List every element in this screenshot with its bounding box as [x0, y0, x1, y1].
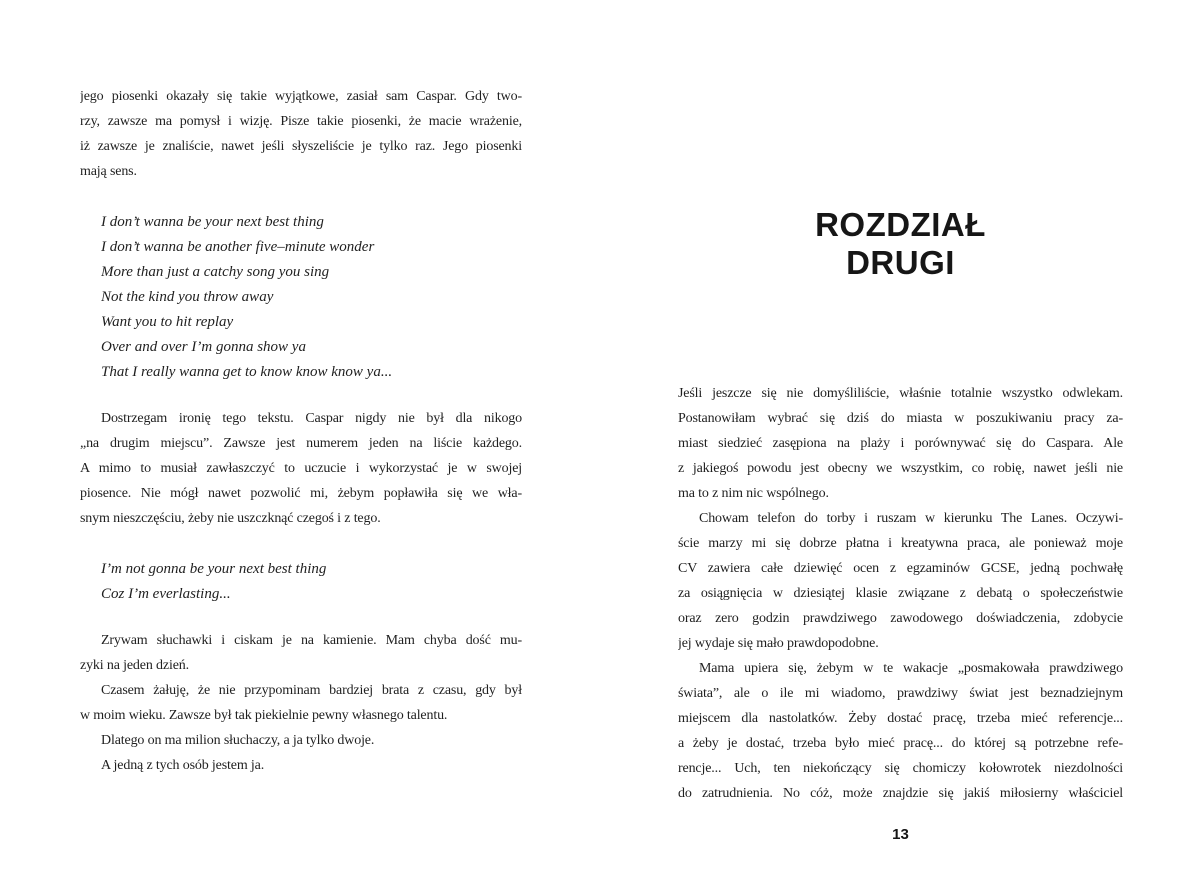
text-line: za osiągnięcia w dziesiątej klasie związane z debatą o społeczeństwie — [678, 586, 1123, 601]
text-line: Zrywam słuchawki i ciskam je na kamienie. Mam chyba dość mu- — [101, 633, 522, 648]
text-line: jej wydaje się mało prawdopodobne. — [678, 636, 879, 651]
body-paragraph — [80, 753, 522, 778]
chapter-heading-line-2: DRUGI — [846, 244, 955, 281]
body-paragraph — [80, 628, 522, 678]
text-line: More than just a catchy song you sing — [101, 264, 330, 280]
lyrics-block — [101, 210, 522, 385]
text-line: Mama upiera się, żebym w te wakacje „posmakowała prawdziwego — [699, 661, 1123, 676]
text-line: A jedną z tych osób jestem ja. — [101, 758, 265, 773]
body-paragraph — [80, 84, 522, 184]
text-line: do zatrudnienia. No cóż, może znajdzie się jakiś miłosierny właściciel — [678, 786, 1123, 801]
text-line: Not the kind you throw away — [101, 289, 274, 305]
text-line: miejscem dla nastolatków. Żeby dostać pracę, trzeba mieć referencje... — [678, 711, 1123, 726]
body-paragraph — [678, 506, 1123, 656]
chapter-heading-line-1: ROZDZIAŁ — [815, 206, 986, 243]
text-line: I don’t wanna be your next best thing — [101, 214, 324, 230]
text-line: z jakiegoś powodu jest obecny we wszystkim, co robię, nawet jeśli nie — [678, 461, 1123, 476]
text-line: CV zawiera całe dziewięć ocen z egzaminów GCSE, jedną pochwałę — [678, 561, 1123, 576]
right-page-text-column — [678, 381, 1123, 806]
text-line: That I really wanna get to know know know ya... — [101, 364, 393, 380]
lyrics-block — [101, 557, 522, 607]
text-line: mają sens. — [80, 164, 137, 179]
body-paragraph — [80, 406, 522, 531]
text-line: Czasem żałuję, że nie przypominam bardziej brata z czasu, gdy był — [101, 683, 522, 698]
text-line: I’m not gonna be your next best thing — [101, 561, 327, 577]
chapter-heading — [678, 206, 1123, 282]
text-line: Chowam telefon do torby i ruszam w kierunku The Lanes. Oczywi- — [699, 511, 1123, 526]
text-line: piosence. Nie mógł nawet pozwolić mi, żebym popławiła się we wła- — [80, 486, 522, 501]
text-line: A mimo to musiał zawłaszczyć to uczucie i wykorzystać je w swojej — [80, 461, 522, 476]
text-line: a żeby je dostać, trzeba było mieć pracę... do której są potrzebne refe- — [678, 736, 1123, 751]
text-line: snym nieszczęściu, żeby nie uszczknąć czegoś i z tego. — [80, 511, 381, 526]
text-line: Postanowiłam wybrać się dziś do miasta w poszukiwaniu pracy za- — [678, 411, 1123, 426]
text-line: Jeśli jeszcze się nie domyśliliście, właśnie totalnie wszystko odwlekam. — [678, 386, 1123, 401]
text-line: rzy, zawsze ma pomysł i wizję. Pisze takie piosenki, że macie wrażenie, — [80, 114, 522, 129]
body-paragraph — [80, 728, 522, 753]
text-line: „na drugim miejscu”. Zawsze jest numerem jeden na liście każdego. — [80, 436, 522, 451]
left-page-text-column — [80, 84, 522, 778]
text-line: iż zawsze je znaliście, nawet jeśli słyszeliście je tylko raz. Jego piosenki — [80, 139, 522, 154]
text-line: Want you to hit replay — [101, 314, 234, 330]
body-paragraph — [678, 381, 1123, 506]
body-paragraph — [678, 656, 1123, 806]
text-line: oraz zero godzin prawdziwego zawodowego doświadczenia, zdobycie — [678, 611, 1123, 626]
text-line: Over and over I’m gonna show ya — [101, 339, 306, 355]
text-line: Dlatego on ma milion słuchaczy, a ja tylko dwoje. — [101, 733, 375, 748]
text-line: ma to z nim nic wspólnego. — [678, 486, 829, 501]
text-line: miast siedzieć zasępiona na plaży i porównywać się do Caspara. Ale — [678, 436, 1123, 451]
text-line: Dostrzegam ironię tego tekstu. Caspar nigdy nie był dla nikogo — [101, 411, 522, 426]
text-line: w moim wieku. Zawsze był tak piekielnie pewny własnego talentu. — [80, 708, 448, 723]
page-number: 13 — [892, 826, 909, 843]
text-line: świata”, ale o ile mi wiadomo, prawdziwy świat jest beznadziejnym — [678, 686, 1123, 701]
body-paragraph — [80, 678, 522, 728]
text-line: jego piosenki okazały się takie wyjątkowe, zasiał sam Caspar. Gdy two- — [80, 89, 522, 104]
text-line: Coz I’m everlasting... — [101, 586, 231, 602]
text-line: ście marzy mi się dobrze płatna i kreatywna praca, ale ponieważ moje — [678, 536, 1123, 551]
text-line: I don’t wanna be another five–minute wonder — [101, 239, 375, 255]
text-line: zyki na jeden dzień. — [80, 658, 189, 673]
text-line: rencje... Uch, ten niekończący się chomiczy kołowrotek niezdolności — [678, 761, 1123, 776]
